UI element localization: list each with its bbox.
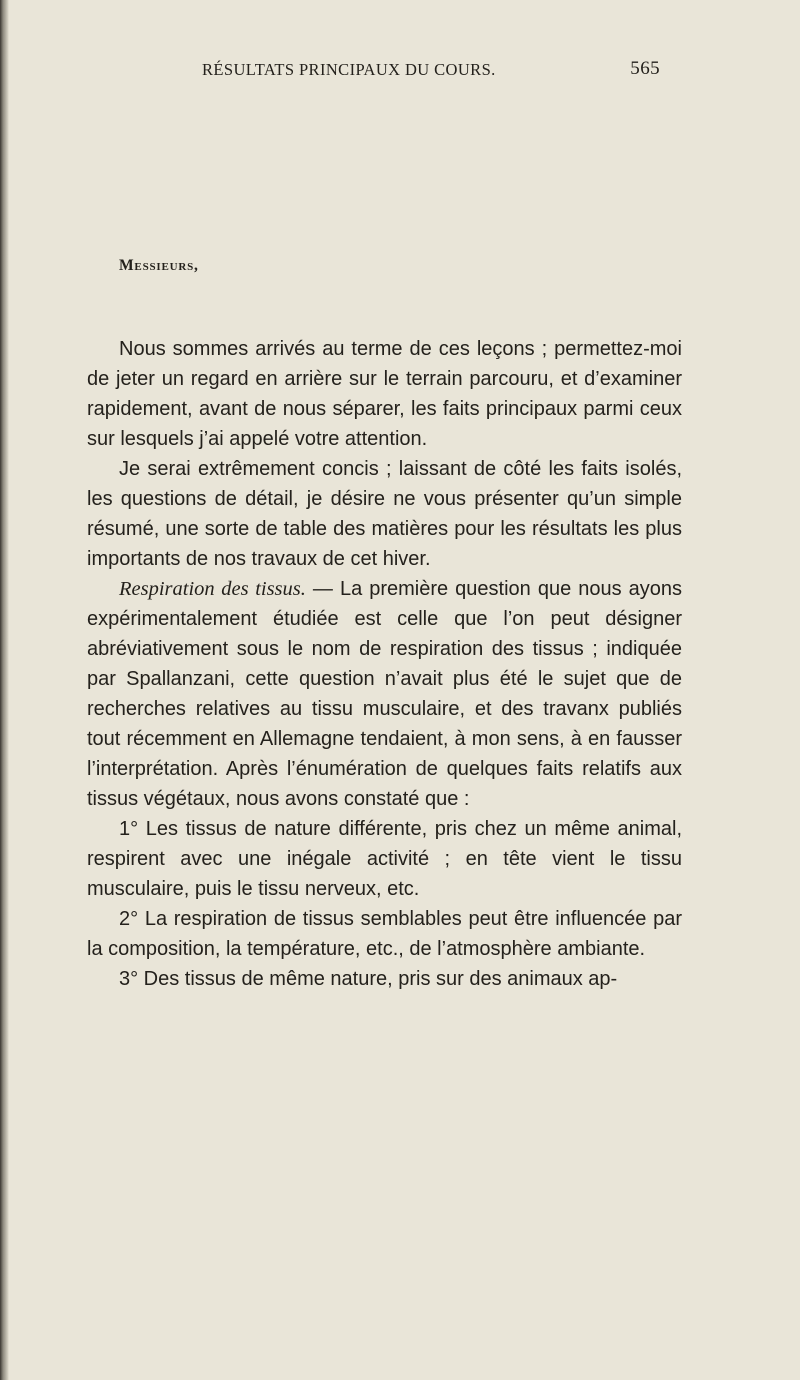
paragraph-6: 3° Des tissus de même nature, pris sur des animaux ap- xyxy=(119,968,618,990)
running-head-title: RÉSULTATS PRINCIPAUX DU COURS. xyxy=(202,60,496,79)
paragraph-3 xyxy=(87,574,682,814)
page-number: 565 xyxy=(630,58,660,79)
section-heading: Respiration des tissus. xyxy=(119,578,306,600)
running-head xyxy=(202,60,660,82)
body-text xyxy=(87,334,682,994)
paragraph-5: 2° La respiration de tissus semblables peut être influencée par la composition, la température, etc., de l’atmosphère ambiante. xyxy=(87,908,682,960)
salutation: Messieurs, xyxy=(119,257,199,274)
paragraph-2: Je serai extrêmement concis ; laissant de côté les faits isolés, les questions de détail, je désire ne vous présenter qu’un simple résumé, une sorte de table des matières pour les résultats les plus importants de nos travaux de cet hiver. xyxy=(87,458,682,570)
paragraph-3-text: — La première question que nous ayons expérimentalement étudiée est celle que l’on peut désigner abréviativement sous le nom de respiration des tissus ; indiquée par Spallanzani, cette question n’avait plus été le sujet que de recherches relatives au tissu musculaire, et des travanx publiés tout récemment en Allemagne tendaient, à mon sens, à en fausser l’interprétation. Après l’énumération de quelques faits relatifs aux tissus végétaux, nous avons constaté que : xyxy=(87,578,682,810)
paragraph-4: 1° Les tissus de nature différente, pris chez un même animal, respirent avec une inégale activité ; en tête vient le tissu musculaire, puis le tissu nerveux, etc. xyxy=(87,818,682,900)
paragraph-1: Nous sommes arrivés au terme de ces leçons ; permettez-moi de jeter un regard en arrière sur le terrain parcouru, et d’examiner rapidement, avant de nous séparer, les faits principaux parmi ceux sur lesquels j’ai appelé votre attention. xyxy=(87,338,682,450)
